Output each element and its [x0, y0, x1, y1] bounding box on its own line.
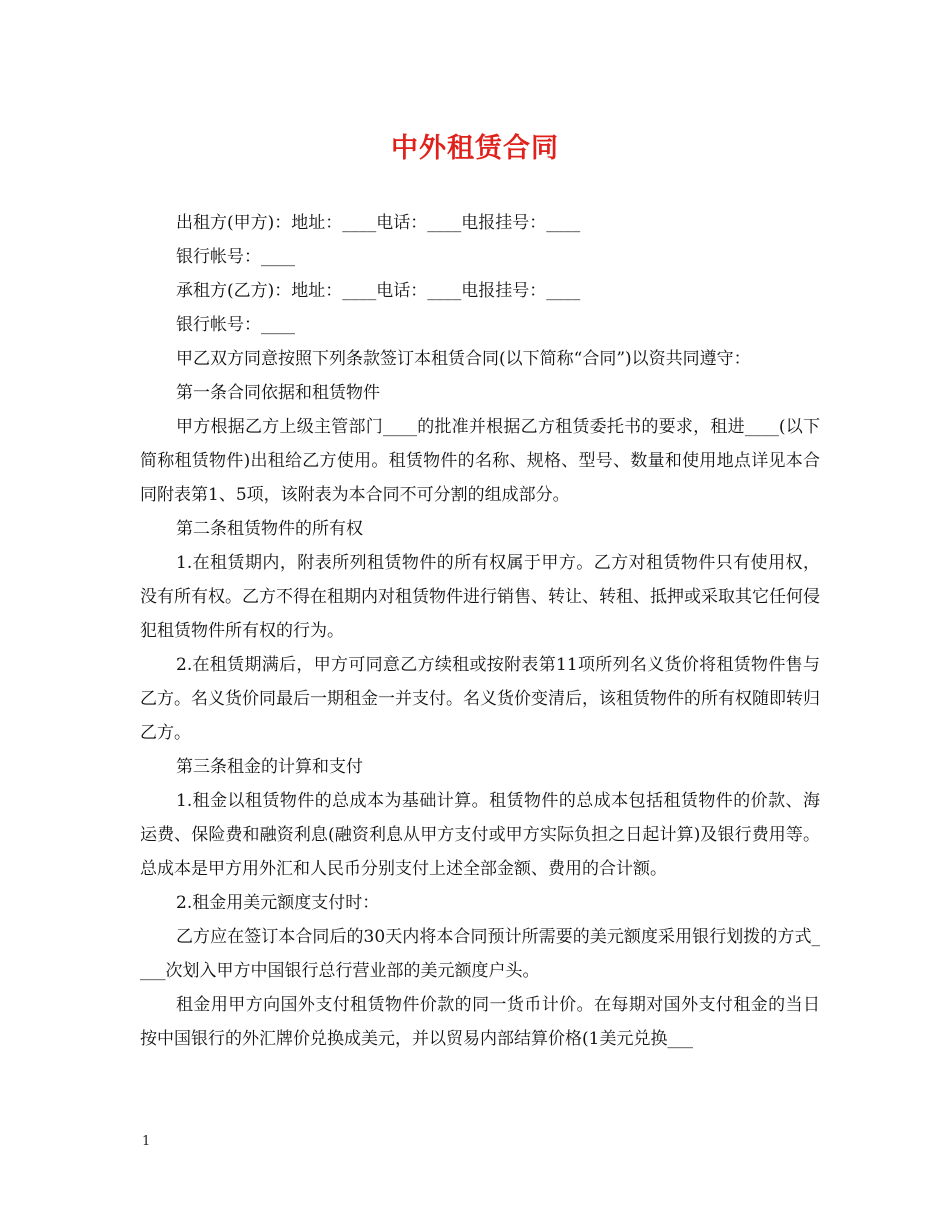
preamble-paragraph: 甲乙双方同意按照下列条款签订本租赁合同(以下简称“合同”)以资共同遵守： — [176, 349, 751, 369]
article-3-clause-2-detail: 乙方应在签订本合同后的30天内将本合同预计所需要的美元额度采用银行划拨的方式____次划入甲方中国银行总行营业部的美元额度户头。 — [140, 927, 820, 981]
page-number: 1 — [142, 1134, 151, 1149]
party-a-bank-line: 银行帐号：____ — [176, 247, 295, 267]
article-3-heading: 第三条租金的计算和支付 — [176, 757, 363, 777]
article-1-paragraph: 甲方根据乙方上级主管部门____的批准并根据乙方租赁委托书的要求，租进____(以下简称租赁物件)出租给乙方使用。租赁物件的名称、规格、型号、数量和使用地点详见本合同附表第1、5项，该附表为本合同不可分割的组成部分。 — [140, 417, 820, 505]
article-3-clause-2: 2.租金用美元额度支付时： — [176, 893, 380, 913]
party-a-line: 出租方(甲方)：地址：____电话：____电报挂号：____ — [176, 213, 581, 233]
document-title: 中外租赁合同 — [391, 133, 559, 164]
document-body — [140, 206, 820, 1056]
party-b-bank-line: 银行帐号：____ — [176, 315, 295, 335]
article-2-clause-1: 1.在租赁期内，附表所列租赁物件的所有权属于甲方。乙方对租赁物件只有使用权，没有所有权。乙方不得在租期内对租赁物件进行销售、转让、转租、抵押或采取其它任何侵犯租赁物件所有权的行为。 — [140, 553, 820, 641]
party-b-line: 承租方(乙方)：地址：____电话：____电报挂号：____ — [176, 281, 581, 301]
article-3-clause-1: 1.租金以租赁物件的总成本为基础计算。租赁物件的总成本包括租赁物件的价款、海运费、保险费和融资利息(融资利息从甲方支付或甲方实际负担之日起计算)及银行费用等。总成本是甲方用外汇和人民币分别支付上述全部金额、费用的合计额。 — [140, 791, 820, 879]
article-1-heading: 第一条合同依据和租赁物件 — [176, 383, 380, 403]
article-2-heading: 第二条租赁物件的所有权 — [176, 519, 363, 539]
article-3-clause-2-currency: 租金用甲方向国外支付租赁物件价款的同一货币计价。在每期对国外支付租金的当日按中国银行的外汇牌价兑换成美元，并以贸易内部结算价格(1美元兑换___ — [140, 995, 820, 1049]
article-2-clause-2: 2.在租赁期满后，甲方可同意乙方续租或按附表第11项所列名义货价将租赁物件售与乙方。名义货价同最后一期租金一并支付。名义货价变清后，该租赁物件的所有权随即转归乙方。 — [140, 655, 820, 743]
